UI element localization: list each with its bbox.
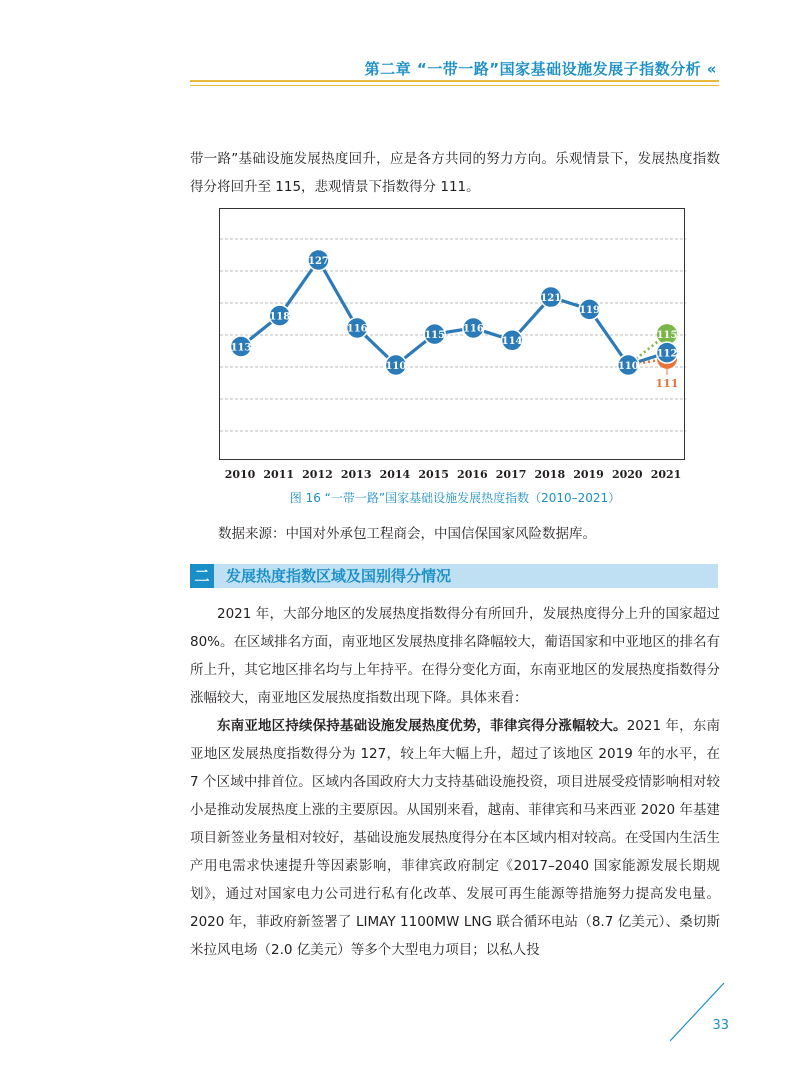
data-label: 110 [617, 360, 639, 372]
data-label: 110 [385, 360, 407, 372]
x-tick-label: 2014 [379, 468, 411, 481]
section-heading [190, 564, 718, 588]
x-tick-label: 2019 [573, 468, 604, 481]
page-corner-slash [670, 983, 750, 1043]
chart-svg [220, 209, 686, 461]
x-tick-label: 2013 [340, 468, 372, 481]
x-tick-label: 2010 [224, 468, 256, 481]
x-tick-label: 2020 [611, 468, 643, 481]
x-tick-label: 2017 [495, 468, 527, 481]
paragraph-rest: 2021 年，东南亚地区发展热度指数得分为 127，较上年大幅上升，超过了该地区 2019 年的水平，在 7 个区域中排首位。区域内各国政府大力支持基础设施投资，项目进展受疫情影响相对较小是推动发展热度上涨的主要原因。从国别来看，越南、菲律宾和马来西亚 2020 年基建项目新签业务量相对较好，基础设施发展热度得分在本区域内相对较高。在受国内生活生产用电需求快速提升等因素影响，菲律宾政府制定《2017–2040 国家能源发展长期规划》，通过对国家电力公司进行私有化改革、发展可再生能源等措施努力提高发电量。2020 年，菲政府新签署了 LIMAY 1100MW LNG 联合循环电站（8.7 亿美元）、桑切斯米拉风电场（2.0 亿美元）等多个大型电力项目；以私人投 [190, 718, 720, 958]
section-title: 发展热度指数区域及国别得分情况 [226, 567, 452, 585]
x-tick-label: 2015 [418, 468, 449, 481]
data-label: 112 [656, 348, 678, 360]
figure-caption: 图 16 “一带一路”国家基础设施发展热度指数（2010–2021） [289, 491, 621, 505]
x-tick-label: 2012 [302, 468, 333, 481]
data-label: 121 [540, 292, 562, 304]
data-label: 119 [579, 305, 600, 317]
x-axis-labels [219, 462, 685, 484]
data-label: 116 [462, 323, 484, 335]
body-text [190, 600, 720, 964]
header-rule-thin [190, 85, 719, 86]
page-number: 33 [712, 1018, 729, 1033]
section-number: 二 [190, 564, 214, 588]
page-header-title: 第二章 “一带一路”国家基础设施发展子指数分析 « [364, 60, 717, 78]
data-source: 数据来源：中国对外承包工程商会，中国信保国家风险数据库。 [218, 526, 596, 542]
data-label: 113 [230, 342, 252, 354]
body-paragraph-2 [190, 712, 720, 964]
data-label: 114 [501, 336, 523, 348]
paragraph-lead: 东南亚地区持续保持基础设施发展热度优势，菲律宾得分涨幅较大。 [217, 718, 627, 734]
x-tick-label: 2021 [650, 468, 682, 481]
header-rule [190, 80, 719, 82]
x-tick-label: 2018 [534, 468, 566, 481]
x-tick-label: 2016 [457, 468, 488, 481]
body-paragraph-1: 2021 年，大部分地区的发展热度指数得分有所回升，发展热度得分上升的国家超过 80%。在区域排名方面，南亚地区发展热度排名降幅较大，葡语国家和中亚地区的排名有所上升，其它地区排名均与上年持平。在得分变化方面，东南亚地区的发展热度指数得分涨幅较大，南亚地区发展热度指数出现下降。具体来看： [190, 606, 720, 706]
data-label: 116 [346, 323, 368, 335]
data-label: 118 [269, 311, 291, 323]
intro-paragraph: 带一路”基础设施发展热度回升，应是各方共同的努力方向。乐观情景下，发展热度指数得分将回升至 115，悲观情景下指数得分 111。 [190, 151, 720, 195]
scenario-label: 115 [656, 329, 678, 341]
data-label: 127 [308, 255, 329, 267]
data-label: 115 [424, 329, 446, 341]
scenario-label: 111 [655, 376, 679, 390]
line-chart [219, 208, 685, 460]
series-line [241, 260, 667, 365]
x-tick-label: 2011 [263, 468, 295, 481]
